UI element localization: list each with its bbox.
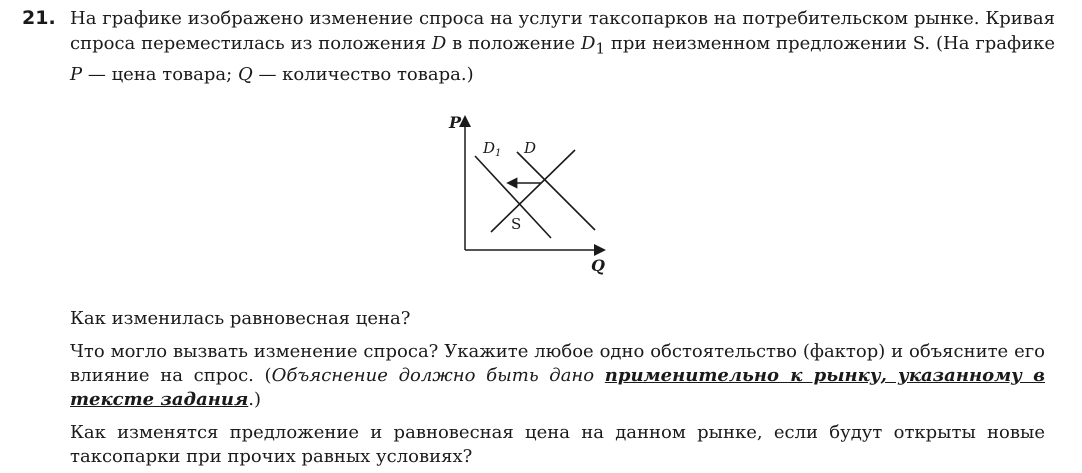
intro-d1-sub: 1 [595, 39, 605, 58]
question-number: 21. [22, 7, 56, 29]
intro-text-2: в положение [446, 33, 581, 54]
intro-p: P [70, 63, 83, 85]
intro-d1: D [581, 33, 596, 54]
question-new-taxi: Как изменятся предложение и равновесная цена на данном рынке, если будут открыты новые таксопарки при прочих равных условиях? [70, 422, 1045, 467]
label-d: D [524, 139, 537, 157]
intro-d: D [431, 33, 447, 54]
intro-text-1: На графике изображено изменение спроса на услуги таксопарков на потребительском рынке. Кривая спроса переместилась из положения [70, 8, 1055, 54]
intro-text-4: — цена товара; [82, 63, 238, 85]
demand-curve-d [517, 152, 595, 230]
label-d1-sub: 1 [495, 148, 502, 159]
question-factor [70, 340, 1045, 412]
question-factor-end: .) [248, 389, 262, 410]
question-price: Как изменилась равновесная цена? [70, 308, 411, 329]
question-factor-italic: Объяснение должно быть дано [271, 365, 605, 386]
intro-q: Q [237, 63, 253, 85]
task-intro [70, 6, 1055, 87]
x-axis-label: Q [591, 256, 605, 275]
question-factor-underlined: применительно к рынку, указанному в тексте задания [70, 365, 1045, 410]
y-axis-label: P [449, 113, 462, 132]
label-s: S [511, 215, 522, 233]
intro-text-5: — количество товара.) [252, 63, 474, 85]
label-d1-letter: D [483, 139, 496, 157]
intro-text-3: при неизменном предложении S. (На графике [604, 33, 1055, 54]
supply-demand-graph [425, 108, 625, 278]
question-factor-text: Что могло вызвать изменение спроса? Укажите любое одно обстоятельство (фактор) и объясните его влияние на спрос. ( [70, 341, 1045, 386]
label-d1 [482, 139, 501, 159]
